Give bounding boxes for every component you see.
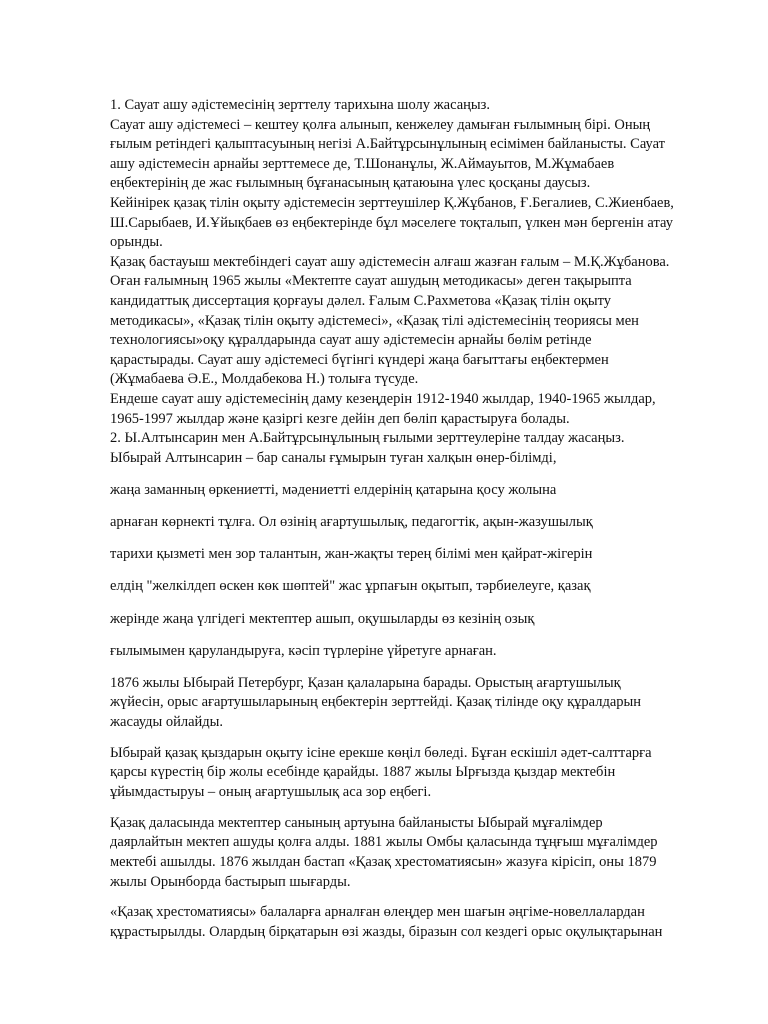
text-line: Қазақ бастауыш мектебіндегі сауат ашу әдістемесін алғаш жазған ғалым – М.Қ.Жұбанова. [110,253,670,270]
text-line: ұйымдастыруы – оның ағартушылық аса зор еңбегі. [110,783,432,800]
text-line: жасауды ойлайды. [110,713,224,730]
spaced-line: тарихи қызметі мен зор талантын, жан-жақты терең білімі мен қайрат-жігерін [110,546,593,563]
text-line: Оған ғалымның 1965 жылы «Мектепте сауат ашудың методикасы» деген тақырыпта [110,273,632,290]
paragraph [110,814,720,892]
text-line: Қазақ даласында мектептер санының артуына байланысты Ыбырай мұғалімдер [110,814,603,831]
text-line: методикасы», «Қазақ тілін оқыту әдістемесі», «Қазақ тілі әдістемесінің теориясы мен [110,312,639,329]
text-line: Ыбырай Алтынсарин – бар саналы ғұмырын туған халқын өнер-білімді, [110,449,557,466]
spaced-line: ғылымымен қаруландыруға, кәсіп түрлеріне үйретуге арнаған. [110,642,497,659]
paragraph [110,674,720,733]
text-line: «Қазақ хрестоматиясы» балаларға арналған өлеңдер мен шағын әңгіме-новеллалардан [110,904,645,921]
text-line: орынды. [110,234,163,251]
answer-block-1 [110,96,720,468]
text-line: қарсы күрестің бір жолы есебінде қарайды. 1887 жылы Ырғызда қыздар мектебін [110,764,616,781]
spaced-line: жаңа заманның өркениетті, мәдениетті елдерінің қатарына қосу жолына [110,481,557,498]
spaced-line: жерінде жаңа үлгідегі мектептер ашып, оқушыларды өз кезінің озық [110,610,535,627]
text-line: қарастырады. Сауат ашу әдістемесі бүгінгі күндері жаңа бағыттағы еңбектермен [110,351,609,368]
paragraph [110,744,720,803]
question-1-heading: 1. Сауат ашу әдістемесінің зерттелу тарихына шолу жасаңыз. [110,97,490,113]
text-line: Ш.Сарыбаев, И.Ұйықбаев өз еңбектерінде бұл мәселеге тоқталып, үлкен мән бергенін атау [110,214,673,231]
text-line: 1965-1997 жылдар және қазіргі кезге дейін деп бөліп қарастыруға болады. [110,410,570,427]
text-line: технологиясы»оқу құралдарында сауат ашу әдістемесін арнайы бөлім ретінде [110,332,592,349]
text-line: Ыбырай қазақ қыздарын оқыту ісіне ерекше көңіл бөледі. Бұған ескішіл әдет-салттарға [110,744,652,761]
document-body [110,96,720,942]
text-line: жүйесін, орыс ағартушыларының еңбектерін зерттейді. Қазақ тілінде оқу құралдарын [110,694,642,711]
text-line: жылы Орынборда бастырып шығарды. [110,873,351,890]
text-line: мектебі ашылды. 1876 жылдан бастап «Қазақ хрестоматиясын» жазуға кірісіп, оны 1879 [110,853,657,870]
question-2-heading: 2. Ы.Алтынсарин мен А.Байтұрсынұлының ғылыми зерттеулеріне талдау жасаңыз. [110,430,625,447]
text-line: кандидаттық диссертация қорғауы дәлел. Ғалым С.Рахметова «Қазақ тілін оқыту [110,292,612,309]
text-line: Ендеше сауат ашу әдістемесінің даму кезеңдерін 1912-1940 жылдар, 1940-1965 жылдар, [110,390,656,407]
text-line: 1876 жылы Ыбырай Петербург, Қазан қалаларына барады. Орыстың ағартушылық [110,674,621,691]
spaced-line: елдің "желкілдеп өскен көк шөптей" жас ұрпағын оқытып, тәрбиелеуге, қазақ [110,578,591,595]
text-line: (Жұмабаева Ә.Е., Молдабекова Н.) толыға түсуде. [110,371,419,388]
spaced-line: арнаған көрнекті тұлға. Ол өзінің ағартушылық, педагогтік, ақын-жазушылық [110,514,593,531]
text-line: Кейінірек қазақ тілін оқыту әдістемесін зерттеушілер Қ.Жұбанов, Ғ.Бегалиев, С.Жиенбаев, [110,194,674,211]
paragraph [110,903,720,942]
text-line: ғылым ретіндегі қалыптасуының негізі А.Байтұрсынұлының есімімен байланысты. Сауат [110,136,665,153]
text-line: Сауат ашу әдістемесі – кештеу қолға алынып, кенжелеу дамыған ғылымның бірі. Оның [110,116,651,133]
text-line: құрастырылды. Олардың бірқатарын өзі жазды, біразын сол кездегі орыс оқулықтарынан [110,923,663,940]
text-line: даярлайтын мектеп ашуды қолға алды. 1881 жылы Омбы қаласында тұңғыш мұғалімдер [110,834,658,851]
text-line: еңбектерінің де жас ғылымның бұғанасының қатаюына үлес қосқаны даусыз. [110,175,591,192]
text-line: ашу әдістемесін арнайы зерттемесе де, Т.Шонанұлы, Ж.Аймауытов, М.Жұмабаев [110,155,615,172]
